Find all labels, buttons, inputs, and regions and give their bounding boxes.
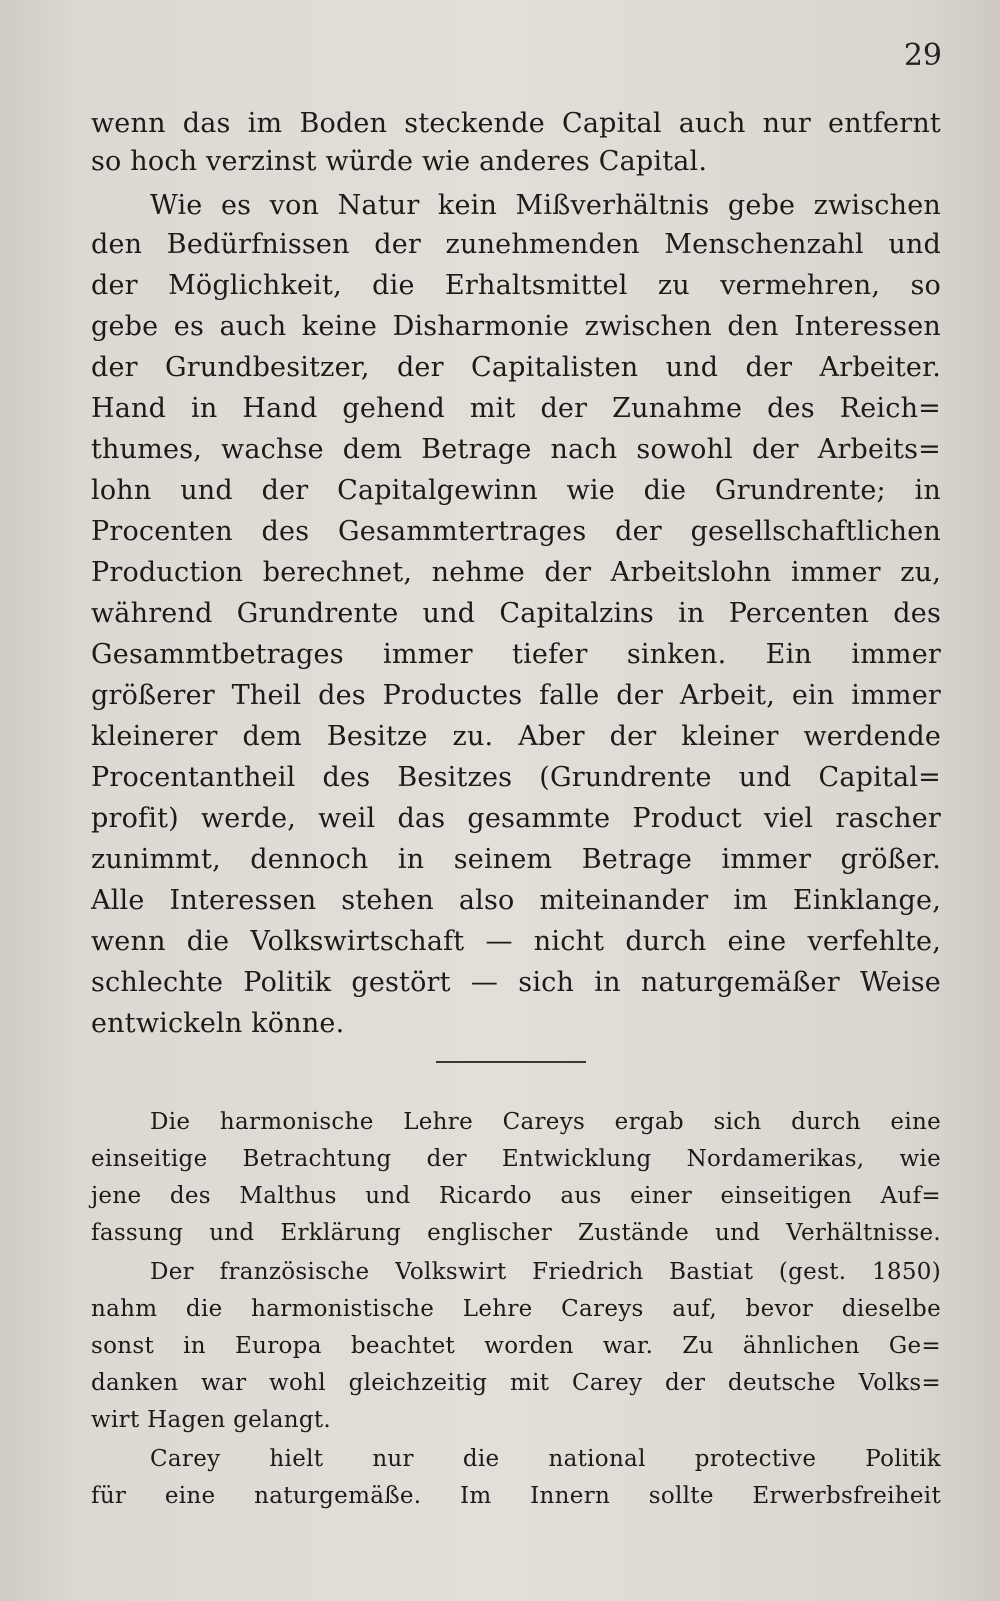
main-text-line: zunimmt, dennoch in seinem Betrage immer größer. — [91, 844, 941, 875]
footnote-line: Der französische Volkswirt Friedrich Bastiat (gest. 1850) — [150, 1259, 941, 1285]
footnote-line: für eine naturgemäße. Im Innern sollte Erwerbsfreiheit — [91, 1483, 941, 1509]
main-text-line: wenn die Volkswirtschaft — nicht durch eine verfehlte, — [91, 926, 941, 957]
main-text-line: thumes, wachse dem Betrage nach sowohl der Arbeits= — [91, 434, 941, 465]
main-text-line: gebe es auch keine Disharmonie zwischen den Interessen — [91, 311, 941, 342]
main-text-line: Gesammtbetrages immer tiefer sinken. Ein immer — [91, 639, 941, 670]
footnote-line: danken war wohl gleichzeitig mit Carey der deutsche Volks= — [91, 1370, 941, 1396]
main-text-line: Alle Interessen stehen also miteinander im Einklange, — [91, 885, 941, 916]
footnote-line: wirt Hagen gelangt. — [91, 1407, 332, 1433]
main-text-line: größerer Theil des Productes falle der Arbeit, ein immer — [91, 680, 941, 711]
main-text-line: Production berechnet, nehme der Arbeitslohn immer zu, — [91, 557, 941, 588]
main-text-line: den Bedürfnissen der zunehmenden Menschenzahl und — [91, 229, 941, 260]
footnote-line: fassung und Erklärung englischer Zustände und Verhältnisse. — [91, 1220, 941, 1246]
main-text-line: Wie es von Natur kein Mißverhältnis gebe zwischen — [150, 190, 941, 221]
footnote-line: einseitige Betrachtung der Entwicklung Nordamerikas, wie — [91, 1146, 941, 1172]
footnote-line: jene des Malthus und Ricardo aus einer einseitigen Auf= — [91, 1183, 941, 1209]
footnote-line: nahm die harmonistische Lehre Careys auf, bevor dieselbe — [91, 1296, 941, 1322]
footnote-line: Die harmonische Lehre Careys ergab sich durch eine — [150, 1109, 941, 1135]
main-text-line: so hoch verzinst würde wie anderes Capital. — [91, 146, 708, 177]
main-text-line: während Grundrente und Capitalzins in Percenten des — [91, 598, 941, 629]
main-text-line: profit) werde, weil das gesammte Product viel rascher — [91, 803, 941, 834]
main-text-line: der Möglichkeit, die Erhaltsmittel zu vermehren, so — [91, 270, 941, 301]
page-number: 29 — [903, 38, 942, 73]
main-text-line: wenn das im Boden steckende Capital auch nur entfernt — [91, 108, 941, 139]
main-text-line: kleinerer dem Besitze zu. Aber der kleiner werdende — [91, 721, 941, 752]
footnote-line: Carey hielt nur die national protective Politik — [150, 1446, 941, 1472]
main-text-line: schlechte Politik gestört — sich in naturgemäßer Weise — [91, 967, 941, 998]
main-text-line: lohn und der Capitalgewinn wie die Grundrente; in — [91, 475, 941, 506]
main-text-line: Hand in Hand gehend mit der Zunahme des Reich= — [91, 393, 941, 424]
main-text-line: Procenten des Gesammtertrages der gesellschaftlichen — [91, 516, 941, 547]
main-text-line: entwickeln könne. — [91, 1008, 345, 1039]
footnote-line: sonst in Europa beachtet worden war. Zu ähnlichen Ge= — [91, 1333, 941, 1359]
main-text-line: Procentantheil des Besitzes (Grundrente und Capital= — [91, 762, 941, 793]
section-divider — [436, 1061, 586, 1063]
main-text-line: der Grundbesitzer, der Capitalisten und der Arbeiter. — [91, 352, 941, 383]
